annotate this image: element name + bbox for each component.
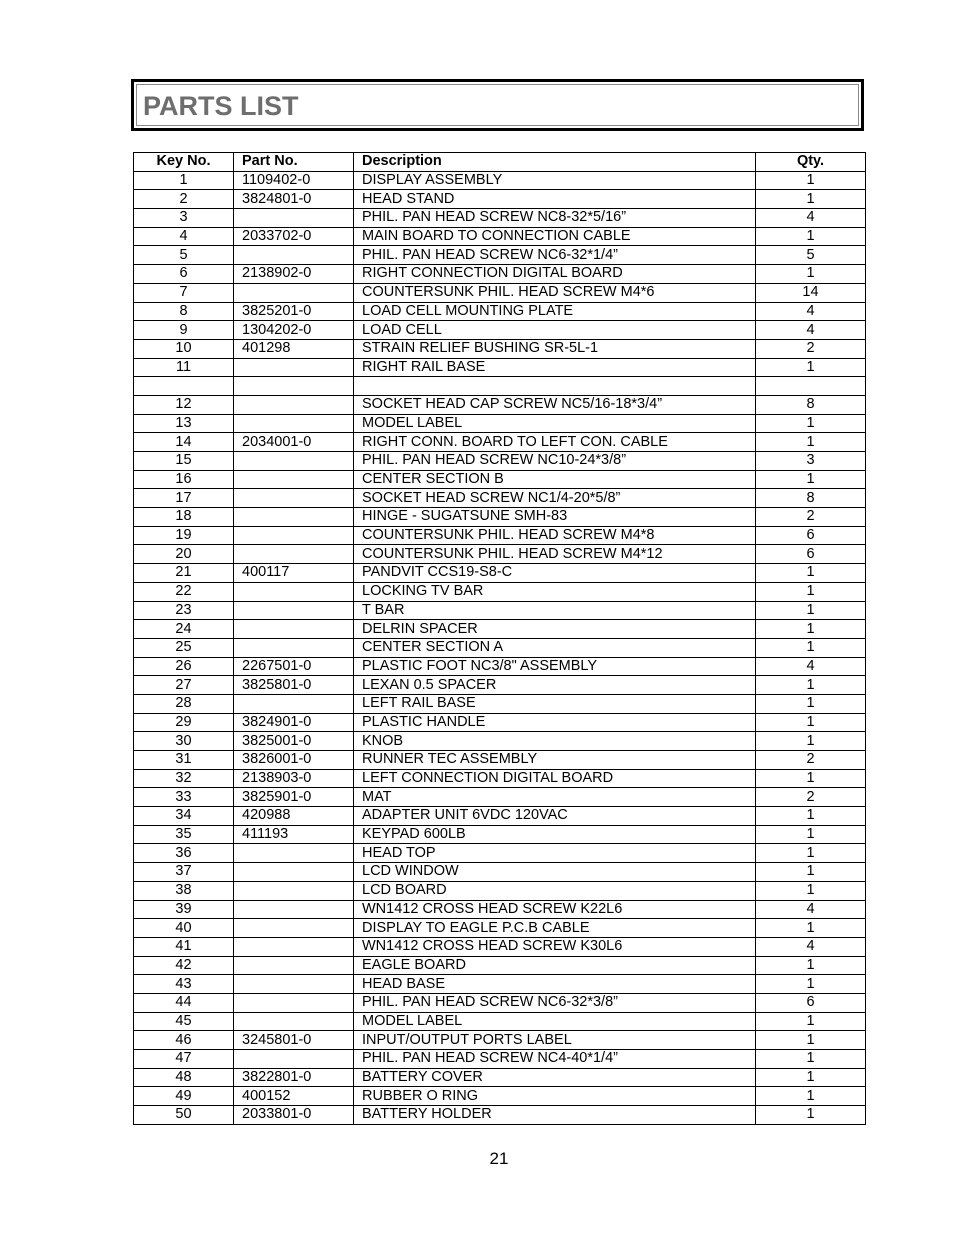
qty-cell: 1 [756, 1106, 866, 1125]
part-no-cell [234, 414, 354, 433]
table-row [134, 676, 866, 695]
part-no-cell: 400117 [234, 564, 354, 583]
description-cell: LEXAN 0.5 SPACER [354, 676, 756, 695]
description-cell: BATTERY HOLDER [354, 1106, 756, 1125]
table-row [134, 732, 866, 751]
key-no-cell: 38 [134, 881, 234, 900]
description-cell: WN1412 CROSS HEAD SCREW K30L6 [354, 937, 756, 956]
description-cell: EAGLE BOARD [354, 956, 756, 975]
qty-cell: 1 [756, 582, 866, 601]
key-no-cell: 13 [134, 414, 234, 433]
description-cell: BATTERY COVER [354, 1068, 756, 1087]
part-no-cell: 2034001-0 [234, 433, 354, 452]
description-cell: DISPLAY TO EAGLE P.C.B CABLE [354, 919, 756, 938]
table-row [134, 807, 866, 826]
qty-cell: 1 [756, 190, 866, 209]
part-no-cell: 3824901-0 [234, 713, 354, 732]
key-no-cell: 47 [134, 1050, 234, 1069]
part-no-cell [234, 638, 354, 657]
table-row [134, 470, 866, 489]
key-no-cell: 8 [134, 302, 234, 321]
qty-cell: 4 [756, 321, 866, 340]
page-title: PARTS LIST [143, 91, 299, 121]
key-no-cell: 35 [134, 825, 234, 844]
part-no-cell [234, 863, 354, 882]
part-no-cell: 3826001-0 [234, 751, 354, 770]
qty-cell: 1 [756, 414, 866, 433]
key-no-cell: 24 [134, 620, 234, 639]
table-row [134, 433, 866, 452]
description-cell: SOCKET HEAD SCREW NC1/4-20*5/8” [354, 489, 756, 508]
table-row [134, 1050, 866, 1069]
qty-cell: 8 [756, 395, 866, 414]
key-no-cell: 9 [134, 321, 234, 340]
part-no-cell [234, 395, 354, 414]
part-no-cell: 401298 [234, 339, 354, 358]
table-row [134, 1106, 866, 1125]
description-cell: LEFT RAIL BASE [354, 694, 756, 713]
part-no-cell [234, 582, 354, 601]
key-no-cell: 21 [134, 564, 234, 583]
qty-cell: 1 [756, 975, 866, 994]
description-cell: CENTER SECTION A [354, 638, 756, 657]
key-no-cell: 6 [134, 265, 234, 284]
description-cell: ADAPTER UNIT 6VDC 120VAC [354, 807, 756, 826]
key-no-cell: 3 [134, 209, 234, 228]
description-cell: RIGHT CONNECTION DIGITAL BOARD [354, 265, 756, 284]
table-row [134, 209, 866, 228]
description-cell: KEYPAD 600LB [354, 825, 756, 844]
table-row [134, 246, 866, 265]
description-cell: PANDVIT CCS19-S8-C [354, 564, 756, 583]
description-cell: LOCKING TV BAR [354, 582, 756, 601]
part-no-cell [234, 620, 354, 639]
qty-cell: 1 [756, 769, 866, 788]
part-no-cell: 411193 [234, 825, 354, 844]
part-no-cell [234, 209, 354, 228]
key-no-cell: 46 [134, 1031, 234, 1050]
description-cell: PLASTIC HANDLE [354, 713, 756, 732]
table-row [134, 900, 866, 919]
key-no-cell: 23 [134, 601, 234, 620]
qty-cell: 1 [756, 881, 866, 900]
table-row [134, 339, 866, 358]
qty-cell: 1 [756, 1031, 866, 1050]
description-cell: COUNTERSUNK PHIL. HEAD SCREW M4*12 [354, 545, 756, 564]
qty-cell: 1 [756, 638, 866, 657]
qty-cell: 1 [756, 433, 866, 452]
part-no-cell [234, 1050, 354, 1069]
column-header-part-no: Part No. [234, 153, 354, 172]
part-no-cell [234, 545, 354, 564]
column-header-key-no: Key No. [134, 153, 234, 172]
table-row [134, 919, 866, 938]
table-row [134, 1087, 866, 1106]
part-no-cell: 3245801-0 [234, 1031, 354, 1050]
key-no-cell: 1 [134, 171, 234, 190]
description-cell: MODEL LABEL [354, 1012, 756, 1031]
table-row [134, 713, 866, 732]
key-no-cell: 29 [134, 713, 234, 732]
qty-cell: 1 [756, 919, 866, 938]
table-row [134, 489, 866, 508]
description-cell: MAIN BOARD TO CONNECTION CABLE [354, 227, 756, 246]
part-no-cell: 2138902-0 [234, 265, 354, 284]
qty-cell: 1 [756, 713, 866, 732]
key-no-cell: 32 [134, 769, 234, 788]
table-row [134, 377, 866, 396]
table-row [134, 283, 866, 302]
header-row [134, 153, 866, 172]
part-no-cell: 3825001-0 [234, 732, 354, 751]
description-cell: CENTER SECTION B [354, 470, 756, 489]
qty-cell: 1 [756, 601, 866, 620]
key-no-cell: 28 [134, 694, 234, 713]
description-cell [354, 377, 756, 396]
key-no-cell: 11 [134, 358, 234, 377]
qty-cell: 1 [756, 732, 866, 751]
description-cell: HINGE - SUGATSUNE SMH-83 [354, 508, 756, 527]
key-no-cell: 22 [134, 582, 234, 601]
parts-table [133, 152, 866, 1125]
qty-cell: 5 [756, 246, 866, 265]
table-row [134, 508, 866, 527]
table-row [134, 526, 866, 545]
key-no-cell: 34 [134, 807, 234, 826]
page-number: 21 [489, 1149, 509, 1168]
qty-cell: 1 [756, 265, 866, 284]
qty-cell: 1 [756, 620, 866, 639]
description-cell: RIGHT CONN. BOARD TO LEFT CON. CABLE [354, 433, 756, 452]
table-row [134, 190, 866, 209]
title-box [131, 79, 864, 131]
qty-cell: 6 [756, 545, 866, 564]
qty-cell: 1 [756, 358, 866, 377]
description-cell: INPUT/OUTPUT PORTS LABEL [354, 1031, 756, 1050]
part-no-cell [234, 283, 354, 302]
table-row [134, 601, 866, 620]
key-no-cell: 15 [134, 452, 234, 471]
part-no-cell [234, 470, 354, 489]
qty-cell: 14 [756, 283, 866, 302]
table-row [134, 937, 866, 956]
part-no-cell: 1109402-0 [234, 171, 354, 190]
qty-cell: 4 [756, 900, 866, 919]
description-cell: SOCKET HEAD CAP SCREW NC5/16-18*3/4” [354, 395, 756, 414]
qty-cell: 1 [756, 171, 866, 190]
table-row [134, 564, 866, 583]
column-header-description: Description [354, 153, 756, 172]
table-row [134, 638, 866, 657]
description-cell: RUNNER TEC ASSEMBLY [354, 751, 756, 770]
key-no-cell: 49 [134, 1087, 234, 1106]
table-row [134, 956, 866, 975]
description-cell: MAT [354, 788, 756, 807]
qty-cell: 2 [756, 508, 866, 527]
parts-table-body [134, 171, 866, 1124]
part-no-cell: 3825201-0 [234, 302, 354, 321]
key-no-cell: 40 [134, 919, 234, 938]
qty-cell: 1 [756, 1050, 866, 1069]
table-row [134, 545, 866, 564]
table-row [134, 321, 866, 340]
key-no-cell: 36 [134, 844, 234, 863]
table-row [134, 694, 866, 713]
part-no-cell [234, 937, 354, 956]
key-no-cell: 42 [134, 956, 234, 975]
key-no-cell: 12 [134, 395, 234, 414]
table-row [134, 1031, 866, 1050]
key-no-cell: 20 [134, 545, 234, 564]
key-no-cell: 14 [134, 433, 234, 452]
description-cell: HEAD STAND [354, 190, 756, 209]
table-row [134, 358, 866, 377]
description-cell: PHIL. PAN HEAD SCREW NC6-32*1/4” [354, 246, 756, 265]
part-no-cell [234, 1012, 354, 1031]
description-cell: STRAIN RELIEF BUSHING SR-5L-1 [354, 339, 756, 358]
qty-cell: 4 [756, 937, 866, 956]
key-no-cell: 17 [134, 489, 234, 508]
part-no-cell: 2033702-0 [234, 227, 354, 246]
qty-cell: 1 [756, 863, 866, 882]
table-row [134, 302, 866, 321]
description-cell: LCD WINDOW [354, 863, 756, 882]
part-no-cell [234, 526, 354, 545]
qty-cell: 6 [756, 993, 866, 1012]
qty-cell: 1 [756, 470, 866, 489]
description-cell: DELRIN SPACER [354, 620, 756, 639]
description-cell: KNOB [354, 732, 756, 751]
qty-cell: 4 [756, 302, 866, 321]
key-no-cell: 45 [134, 1012, 234, 1031]
table-row [134, 414, 866, 433]
part-no-cell [234, 601, 354, 620]
key-no-cell: 31 [134, 751, 234, 770]
qty-cell: 4 [756, 209, 866, 228]
description-cell: DISPLAY ASSEMBLY [354, 171, 756, 190]
part-no-cell [234, 844, 354, 863]
table-row [134, 975, 866, 994]
description-cell: COUNTERSUNK PHIL. HEAD SCREW M4*8 [354, 526, 756, 545]
qty-cell: 1 [756, 564, 866, 583]
table-row [134, 993, 866, 1012]
part-no-cell: 2138903-0 [234, 769, 354, 788]
key-no-cell: 27 [134, 676, 234, 695]
key-no-cell: 2 [134, 190, 234, 209]
table-row [134, 881, 866, 900]
part-no-cell: 2033801-0 [234, 1106, 354, 1125]
part-no-cell [234, 452, 354, 471]
part-no-cell [234, 377, 354, 396]
description-cell: LEFT CONNECTION DIGITAL BOARD [354, 769, 756, 788]
key-no-cell: 44 [134, 993, 234, 1012]
key-no-cell: 4 [134, 227, 234, 246]
part-no-cell [234, 508, 354, 527]
qty-cell: 1 [756, 825, 866, 844]
qty-cell: 1 [756, 1012, 866, 1031]
qty-cell: 1 [756, 807, 866, 826]
table-row [134, 620, 866, 639]
part-no-cell: 420988 [234, 807, 354, 826]
key-no-cell: 30 [134, 732, 234, 751]
key-no-cell: 10 [134, 339, 234, 358]
part-no-cell [234, 900, 354, 919]
part-no-cell [234, 956, 354, 975]
part-no-cell: 2267501-0 [234, 657, 354, 676]
part-no-cell [234, 881, 354, 900]
key-no-cell: 43 [134, 975, 234, 994]
part-no-cell: 3825801-0 [234, 676, 354, 695]
table-row [134, 171, 866, 190]
qty-cell: 4 [756, 657, 866, 676]
key-no-cell: 25 [134, 638, 234, 657]
part-no-cell: 3825901-0 [234, 788, 354, 807]
description-cell: PHIL. PAN HEAD SCREW NC8-32*5/16” [354, 209, 756, 228]
table-row [134, 227, 866, 246]
description-cell: LOAD CELL [354, 321, 756, 340]
table-row [134, 582, 866, 601]
description-cell: PHIL. PAN HEAD SCREW NC4-40*1/4” [354, 1050, 756, 1069]
key-no-cell: 16 [134, 470, 234, 489]
qty-cell: 1 [756, 1087, 866, 1106]
part-no-cell: 3824801-0 [234, 190, 354, 209]
description-cell: RUBBER O RING [354, 1087, 756, 1106]
qty-cell: 1 [756, 844, 866, 863]
table-row [134, 1068, 866, 1087]
description-cell: LOAD CELL MOUNTING PLATE [354, 302, 756, 321]
table-row [134, 751, 866, 770]
qty-cell: 1 [756, 694, 866, 713]
part-no-cell [234, 246, 354, 265]
part-no-cell [234, 358, 354, 377]
key-no-cell: 41 [134, 937, 234, 956]
qty-cell: 1 [756, 227, 866, 246]
description-cell: T BAR [354, 601, 756, 620]
description-cell: RIGHT RAIL BASE [354, 358, 756, 377]
table-row [134, 844, 866, 863]
key-no-cell: 19 [134, 526, 234, 545]
description-cell: WN1412 CROSS HEAD SCREW K22L6 [354, 900, 756, 919]
key-no-cell: 26 [134, 657, 234, 676]
key-no-cell: 33 [134, 788, 234, 807]
key-no-cell: 7 [134, 283, 234, 302]
qty-cell: 8 [756, 489, 866, 508]
key-no-cell: 37 [134, 863, 234, 882]
description-cell: PHIL. PAN HEAD SCREW NC6-32*3/8” [354, 993, 756, 1012]
part-no-cell [234, 975, 354, 994]
part-no-cell [234, 993, 354, 1012]
table-row [134, 863, 866, 882]
qty-cell: 1 [756, 956, 866, 975]
description-cell: HEAD BASE [354, 975, 756, 994]
part-no-cell [234, 919, 354, 938]
qty-cell: 2 [756, 339, 866, 358]
description-cell: COUNTERSUNK PHIL. HEAD SCREW M4*6 [354, 283, 756, 302]
key-no-cell: 39 [134, 900, 234, 919]
part-no-cell [234, 694, 354, 713]
table-row [134, 452, 866, 471]
key-no-cell: 48 [134, 1068, 234, 1087]
description-cell: LCD BOARD [354, 881, 756, 900]
description-cell: MODEL LABEL [354, 414, 756, 433]
qty-cell: 6 [756, 526, 866, 545]
part-no-cell: 400152 [234, 1087, 354, 1106]
column-header-qty: Qty. [756, 153, 866, 172]
part-no-cell: 3822801-0 [234, 1068, 354, 1087]
key-no-cell [134, 377, 234, 396]
part-no-cell: 1304202-0 [234, 321, 354, 340]
qty-cell [756, 377, 866, 396]
qty-cell: 1 [756, 676, 866, 695]
qty-cell: 3 [756, 452, 866, 471]
table-row [134, 788, 866, 807]
table-row [134, 265, 866, 284]
qty-cell: 2 [756, 788, 866, 807]
description-cell: HEAD TOP [354, 844, 756, 863]
qty-cell: 2 [756, 751, 866, 770]
table-row [134, 395, 866, 414]
table-row [134, 657, 866, 676]
key-no-cell: 5 [134, 246, 234, 265]
table-row [134, 769, 866, 788]
table-row [134, 1012, 866, 1031]
description-cell: PLASTIC FOOT NC3/8" ASSEMBLY [354, 657, 756, 676]
key-no-cell: 50 [134, 1106, 234, 1125]
key-no-cell: 18 [134, 508, 234, 527]
part-no-cell [234, 489, 354, 508]
qty-cell: 1 [756, 1068, 866, 1087]
description-cell: PHIL. PAN HEAD SCREW NC10-24*3/8” [354, 452, 756, 471]
table-row [134, 825, 866, 844]
